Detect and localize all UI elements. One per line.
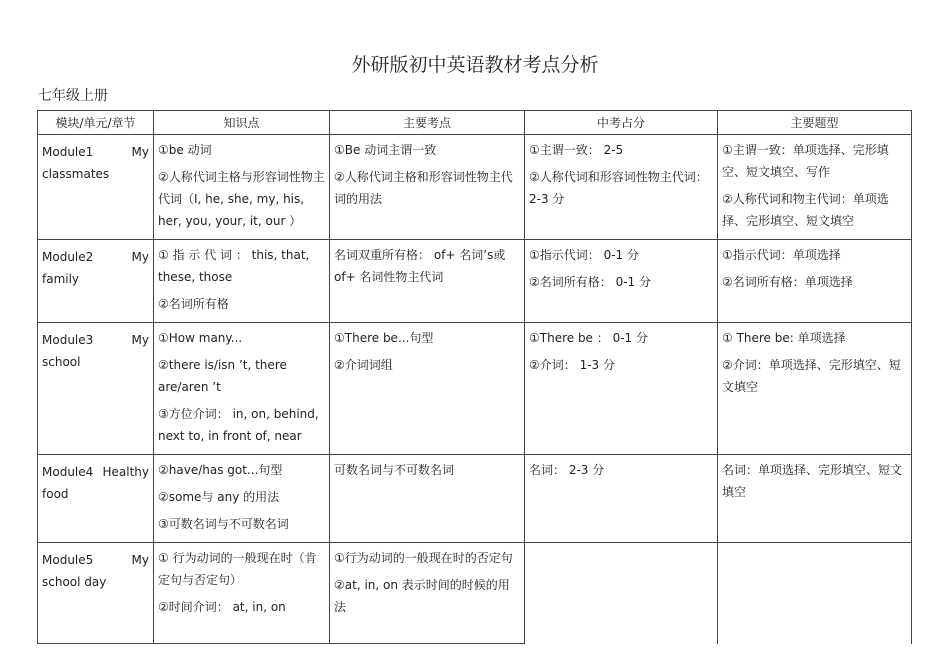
knowledge-cell: ① 行为动词的一般现在时（肯定句与否定句） ②时间介词： at, in, on — [154, 543, 330, 644]
header-types: 主要题型 — [718, 111, 912, 135]
types-cell: ①指示代词：单项选择 ②名词所有格：单项选择 — [718, 240, 912, 323]
score-cell: ①指示代词： 0-1 分 ②名词所有格： 0-1 分 — [525, 240, 718, 323]
grade-subtitle: 七年级上册 — [38, 88, 108, 104]
knowledge-cell: ① 指 示 代 词 ： this, that, these, those ②名词所有格 — [154, 240, 330, 323]
document-title: 外研版初中英语教材考点分析 — [351, 54, 599, 76]
table-row — [38, 135, 912, 240]
knowledge-cell: ①be 动词 ②人称代词主格与形容词性物主代词（I, he, she, my, his, her, you, your, it, our ） — [154, 135, 330, 240]
header-knowledge: 知识点 — [154, 111, 330, 135]
types-cell: ①主谓一致：单项选择、完形填空、短文填空、写作 ②人称代词和物主代词：单项选择、完形填空、短文填空 — [718, 135, 912, 240]
header-score: 中考占分 — [525, 111, 718, 135]
knowledge-cell: ①How many... ②there is/isn ’t, there are/aren ’t ③方位介词： in, on, behind, next to, in front of, near — [154, 323, 330, 455]
focus-cell: 可数名词与不可数名词 — [330, 455, 525, 543]
score-cell — [525, 543, 718, 644]
exam-points-table — [37, 110, 912, 644]
module-cell: Module4 Healthy food — [38, 455, 154, 543]
knowledge-cell: ②have/has got...句型 ②some与 any 的用法 ③可数名词与不可数名词 — [154, 455, 330, 543]
types-cell — [718, 543, 912, 644]
table-header-row — [38, 111, 912, 135]
module-cell: Module2 My family — [38, 240, 154, 323]
module-cell: Module3 My school — [38, 323, 154, 455]
table-row — [38, 240, 912, 323]
focus-cell: 名词双重所有格： of+ 名词’s或 of+ 名词性物主代词 — [330, 240, 525, 323]
module-cell: Module1 My classmates — [38, 135, 154, 240]
types-cell: ① There be: 单项选择 ②介词：单项选择、完形填空、短文填空 — [718, 323, 912, 455]
score-cell: ①There be ： 0-1 分 ②介词： 1-3 分 — [525, 323, 718, 455]
focus-cell: ①行为动词的一般现在时的否定句 ②at, in, on 表示时间的时候的用法 — [330, 543, 525, 644]
score-cell: ①主谓一致： 2-5 ②人称代词和形容词性物主代词： 2-3 分 — [525, 135, 718, 240]
focus-cell: ①Be 动词主谓一致 ②人称代词主格和形容词性物主代词的用法 — [330, 135, 525, 240]
header-module: 模块/单元/章节 — [38, 111, 154, 135]
table-row — [38, 543, 912, 644]
table-row — [38, 455, 912, 543]
score-cell: 名词： 2-3 分 — [525, 455, 718, 543]
module-cell: Module5 My school day — [38, 543, 154, 644]
focus-cell: ①There be...句型 ②介词词组 — [330, 323, 525, 455]
header-focus: 主要考点 — [330, 111, 525, 135]
table-row — [38, 323, 912, 455]
types-cell: 名词：单项选择、完形填空、短文填空 — [718, 455, 912, 543]
